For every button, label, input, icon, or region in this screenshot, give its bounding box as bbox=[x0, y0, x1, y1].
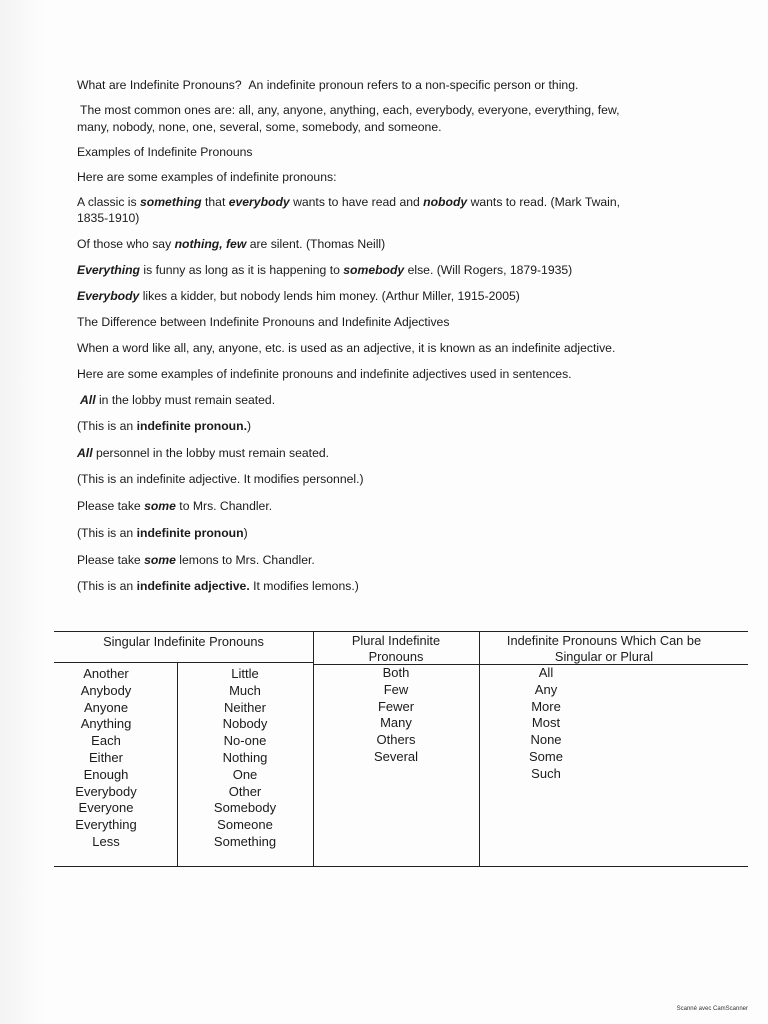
text: (This is an bbox=[77, 579, 137, 593]
difference-explanation: When a word like all, any, anyone, etc. is used as an adjective, it is known as an indefinite adjective. bbox=[77, 341, 616, 355]
text: wants to have read and bbox=[289, 195, 424, 209]
text: else. (Will Rogers, 1879-1935) bbox=[404, 263, 573, 277]
emphasis: some bbox=[144, 499, 176, 513]
example-some-pronoun bbox=[77, 498, 272, 515]
singular-pronoun: Either bbox=[89, 749, 123, 765]
plural-pronoun: Few bbox=[383, 681, 409, 697]
text: is funny as long as it is happening to bbox=[140, 263, 344, 277]
table-top-rule bbox=[54, 631, 748, 632]
emphasis: something bbox=[139, 195, 202, 209]
singular-pronoun: Enough bbox=[83, 766, 129, 782]
text: personnel in the lobby must remain seated. bbox=[92, 446, 330, 460]
col-divider-2 bbox=[313, 631, 314, 866]
text: It modifies lemons.) bbox=[249, 579, 359, 593]
plural-pronoun: Several bbox=[373, 748, 419, 764]
singular-pronoun: Much bbox=[229, 682, 261, 698]
plural-pronoun: Many bbox=[380, 715, 412, 731]
header-singular: Singular Indefinite Pronouns bbox=[103, 634, 264, 649]
singular-pronoun: Less bbox=[92, 833, 120, 849]
note-adjective-2 bbox=[77, 578, 359, 595]
example-all-adjective bbox=[77, 445, 329, 462]
singular-column-1 bbox=[56, 666, 156, 851]
singular-pronoun: Nobody bbox=[222, 716, 268, 732]
examples-intro: Here are some examples of indefinite pronouns: bbox=[77, 170, 337, 184]
text: wants to read. (Mark Twain, bbox=[467, 195, 621, 209]
singular-pronoun: Anybody bbox=[80, 682, 132, 698]
header-rule-left bbox=[54, 662, 314, 663]
singular-pronoun: One bbox=[232, 766, 258, 782]
plural-pronoun: Both bbox=[382, 665, 410, 680]
scanner-watermark: Scanné avec CamScanner bbox=[676, 1006, 748, 1012]
text: are silent. (Thomas Neill) bbox=[246, 237, 386, 251]
text: Please take bbox=[77, 553, 145, 567]
text: lemons to Mrs. Chandler. bbox=[175, 553, 315, 567]
either-number-pronoun: Any bbox=[534, 681, 558, 697]
note-adjective: (This is an indefinite adjective. It modifies personnel.) bbox=[77, 472, 364, 486]
text: Please take bbox=[77, 499, 145, 513]
singular-pronoun: Neither bbox=[224, 699, 266, 715]
text: to Mrs. Chandler. bbox=[175, 499, 273, 513]
col-divider-1 bbox=[177, 662, 178, 866]
singular-pronoun: Another bbox=[83, 666, 129, 681]
table-bottom-rule bbox=[54, 866, 748, 867]
plural-pronoun: Fewer bbox=[377, 698, 415, 714]
emphasis: indefinite adjective. bbox=[136, 579, 250, 593]
examples-heading: Examples of Indefinite Pronouns bbox=[77, 145, 253, 159]
twain-quote-cont: 1835-1910) bbox=[77, 211, 140, 225]
sentence-examples-intro: Here are some examples of indefinite pronouns and indefinite adjectives used in sentences. bbox=[77, 367, 572, 381]
singular-pronoun: Little bbox=[231, 666, 259, 681]
singular-pronoun: Something bbox=[213, 833, 277, 849]
col-divider-3 bbox=[479, 631, 480, 866]
singular-pronoun: Anyone bbox=[83, 699, 129, 715]
rogers-quote bbox=[77, 262, 572, 279]
header-both: Indefinite Pronouns Which Can be Singular or Plural bbox=[506, 633, 702, 664]
difference-heading: The Difference between Indefinite Pronouns and Indefinite Adjectives bbox=[77, 315, 450, 329]
singular-pronoun: Everyone bbox=[78, 800, 134, 816]
text: in the lobby must remain seated. bbox=[95, 393, 276, 407]
either-number-pronoun: Some bbox=[529, 748, 563, 764]
either-number-pronoun: All bbox=[538, 665, 554, 680]
text: (This is an bbox=[77, 419, 137, 433]
emphasis: indefinite pronoun bbox=[136, 526, 244, 540]
either-number-pronoun: None bbox=[530, 732, 562, 748]
either-number-pronoun: Such bbox=[531, 765, 561, 781]
singular-pronoun: Someone bbox=[217, 817, 273, 833]
emphasis: All bbox=[80, 393, 96, 407]
emphasis: everybody bbox=[228, 195, 290, 209]
singular-pronoun: Each bbox=[91, 733, 121, 749]
definition-text: An indefinite pronoun refers to a non-specific person or thing. bbox=[248, 78, 579, 92]
miller-quote bbox=[77, 288, 520, 305]
either-number-pronoun: More bbox=[531, 698, 561, 714]
header-plural: Plural Indefinite Pronouns bbox=[351, 633, 441, 664]
singular-pronoun: Other bbox=[228, 783, 262, 799]
singular-pronoun: Nothing bbox=[222, 749, 268, 765]
singular-pronoun: Everything bbox=[75, 817, 137, 833]
emphasis: nobody bbox=[423, 195, 468, 209]
text: A classic is bbox=[77, 195, 140, 209]
text: likes a kidder, but nobody lends him money. (Arthur Miller, 1915-2005) bbox=[139, 289, 520, 303]
emphasis: somebody bbox=[343, 263, 405, 277]
plural-pronoun: Others bbox=[376, 732, 416, 748]
note-pronoun bbox=[77, 418, 251, 435]
twain-quote bbox=[77, 194, 620, 211]
note-pronoun-2 bbox=[77, 525, 248, 542]
example-all-pronoun bbox=[80, 392, 275, 409]
emphasis: Everybody bbox=[77, 289, 140, 303]
text: ) bbox=[243, 526, 248, 540]
intro-question bbox=[77, 77, 578, 94]
scan-shadow bbox=[0, 0, 44, 1024]
singular-pronoun: Anything bbox=[80, 716, 132, 732]
singular-pronoun: Everybody bbox=[75, 783, 137, 799]
text: Of those who say bbox=[77, 237, 175, 251]
singular-pronoun: Somebody bbox=[213, 800, 277, 816]
common-list-line1: The most common ones are: all, any, anyone, anything, each, everybody, everyone, everything, few, bbox=[80, 103, 620, 117]
either-number-pronoun: Most bbox=[531, 715, 561, 731]
both-column bbox=[490, 665, 602, 783]
emphasis: All bbox=[77, 446, 93, 460]
example-some-adjective bbox=[77, 552, 315, 569]
singular-pronoun: No-one bbox=[223, 733, 267, 749]
plural-column bbox=[344, 665, 448, 766]
neill-quote bbox=[77, 236, 385, 253]
common-list-line2: many, nobody, none, one, several, some, somebody, and someone. bbox=[77, 120, 442, 134]
text: (This is an bbox=[77, 526, 137, 540]
question-text: What are Indefinite Pronouns? bbox=[77, 78, 242, 92]
emphasis: nothing, few bbox=[174, 237, 247, 251]
emphasis: some bbox=[144, 553, 176, 567]
emphasis: Everything bbox=[77, 263, 140, 277]
pronoun-table bbox=[54, 631, 748, 867]
singular-column-2 bbox=[194, 666, 296, 851]
emphasis: indefinite pronoun. bbox=[136, 419, 247, 433]
text: ) bbox=[246, 419, 252, 433]
text: that bbox=[201, 195, 229, 209]
